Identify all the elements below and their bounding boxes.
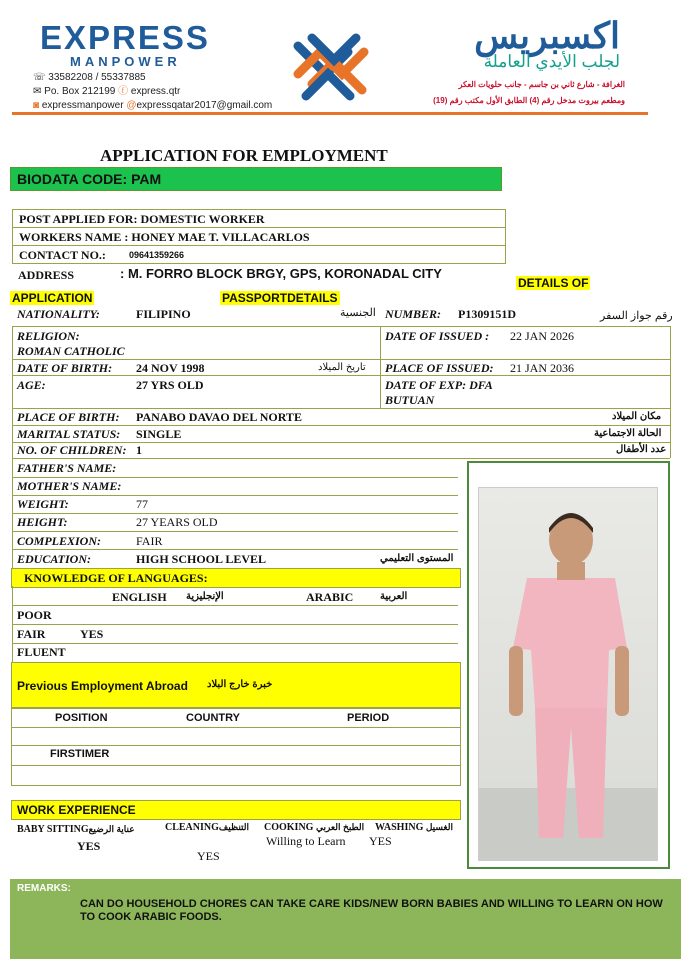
row-rule [12,513,458,514]
baby-sitting-value: YES [77,839,101,853]
fluent-label: FLUENT [17,645,66,659]
cleaning-ar: التنظيف [218,822,249,832]
age-label: AGE: [17,378,46,392]
place-issued-label: PLACE OF ISSUED: [385,361,494,375]
nationality-label: NATIONALITY: [17,307,100,321]
row-rule [12,495,458,496]
row-rule [12,727,460,728]
cleaning-value: YES [197,849,220,863]
mail-icon: ✉ [33,86,45,97]
contact-block [33,71,272,113]
instagram: expressmanpower [41,100,124,111]
row-rule [12,624,458,625]
brand-name: EXPRESS [40,19,210,56]
col-rule [380,326,381,408]
application-label: APPLICATION [12,291,93,305]
date-exp-label: DATE OF EXP: DFA [385,378,493,392]
country-header: COUNTRY [186,712,240,724]
pobox-line [33,85,272,99]
phones-line [33,71,272,85]
post-applied-box [12,209,506,227]
contact-label: CONTACT NO.: [19,248,106,262]
knot-logo-icon [288,24,372,106]
languages-title: KNOWLEDGE OF LANGUAGES: [24,571,208,585]
weight-label: WEIGHT: [17,497,69,511]
row-rule [12,745,460,746]
col-rule [670,326,671,458]
baby-sitting-ar: عناية الرضيع [88,824,135,834]
pob-ar: مكان الميلاد [612,411,662,422]
row-rule [12,477,458,478]
religion-value: ROMAN CATHOLIC [17,344,125,358]
children-value: 1 [136,443,142,457]
row-rule [12,605,458,606]
contact-value: 09641359266 [129,250,185,260]
address-value: : M. FORRO BLOCK BRGY, GPS, KORONADAL CITY [120,266,442,281]
height-value: 27 YEARS OLD [136,515,218,529]
details-of-label: DETAILS OF [518,276,589,290]
po-box: Po. Box 212199 [44,86,116,97]
dob-ar: تاريخ الميلاد [318,362,366,373]
washing-value: YES [369,834,392,848]
previous-title: Previous Employment Abroad [17,679,188,693]
facebook-icon: ⓕ [118,86,129,97]
address-label: ADDRESS [18,268,75,282]
facebook: express.qtr [130,86,181,97]
applicant-photo-frame [467,461,670,869]
row-rule [12,425,670,426]
row-rule [12,531,458,532]
work-experience-bar [11,800,461,820]
arabic-address-1: الغرافة - شارع ثاني بن جاسم - جانب حلويات العكر [458,80,625,89]
work-title: WORK EXPERIENCE [17,803,136,817]
remarks-label: REMARKS: [17,883,71,894]
row-rule [12,458,670,459]
complexion-label: COMPLEXION: [17,534,102,548]
first-timer: FIRSTIMER [50,748,110,760]
arabic-name: اكسبريس [474,15,620,56]
washing-ar: الغسيل [425,822,454,832]
row-rule [12,359,670,360]
number-label: NUMBER: [385,307,442,321]
row-rule [12,765,460,766]
complexion-value: FAIR [136,534,163,548]
position-header: POSITION [55,712,108,724]
biodata-code-bar [10,167,502,191]
arabic-sub: لجلب الأيدي العاملة [483,52,620,71]
baby-sitting-label [17,824,135,835]
remarks-panel [10,879,681,959]
header-rule [12,112,648,115]
phones: 33582208 / 55337885 [48,72,146,83]
period-header: PERIOD [347,712,390,724]
row-rule [12,643,458,644]
workers-name-box [12,227,506,246]
cooking: COOKING [264,822,314,833]
instagram-icon: ◙ [33,100,42,111]
email: expressqatar2017@gmail.com [136,100,273,111]
date-issued-label: DATE OF ISSUED : [385,329,490,343]
row-rule [12,408,670,409]
mother-label: MOTHER'S NAME: [17,479,122,493]
row-rule [12,549,458,550]
age-value: 27 YRS OLD [136,378,204,392]
fair-label: FAIR [17,627,46,641]
previous-title-ar: خبرة خارج البلاد [207,679,273,690]
height-label: HEIGHT: [17,515,68,529]
cooking-label [264,822,364,833]
nationality-ar: الجنسية [340,307,376,319]
col-rule [12,586,13,662]
father-label: FATHER'S NAME: [17,461,117,475]
place-issued-value: 21 JAN 2036 [510,361,575,375]
cooking-ar: الطبخ العربي [315,822,365,832]
pob-label: PLACE OF BIRTH: [17,410,120,424]
nationality-value: FILIPINO [136,307,191,321]
previous-employment-bar [11,662,461,708]
number-ar: رقم جواز السفر [600,310,673,322]
pob-value: PANABO DAVAO DEL NORTE [136,410,302,424]
education-ar: المستوى التعليمي [380,553,454,564]
education-value: HIGH SCHOOL LEVEL [136,552,267,566]
at-icon: @ [126,100,137,111]
person-silhouette-icon [479,488,657,860]
workers-name: WORKERS NAME : HONEY MAE T. VILLACARLOS [19,230,310,244]
remarks-text: CAN DO HOUSEHOLD CHORES CAN TAKE CARE KIDS/NEW BORN BABIES AND WILLING TO LEARN ON HOW TO COOK ARABIC FOODS. [80,898,663,923]
date-exp-value: BUTUAN [385,393,435,407]
marital-ar: الحالة الاجتماعية [594,428,662,439]
page-title: APPLICATION FOR EMPLOYMENT [100,146,388,165]
washing: WASHING [375,822,424,833]
arabic-label: ARABIC [306,590,354,604]
dob-label: DATE OF BIRTH: [17,361,113,375]
fair-value: YES [80,627,104,641]
baby-sitting: BABY SITTING [17,824,89,835]
education-label: EDUCATION: [17,552,92,566]
children-label: NO. OF CHILDREN: [17,443,127,457]
children-ar: عدد الأطفال [616,444,667,455]
contact-box [12,245,506,264]
col-rule [12,326,13,568]
cooking-value: Willing to Learn [266,834,346,848]
washing-label [375,822,453,833]
english-label: ENGLISH [112,590,167,604]
languages-bar [11,568,461,588]
poor-label: POOR [17,608,52,622]
cleaning-label [165,822,249,833]
number-value: P1309151D [458,307,516,321]
arabic-address-2: ومطعم بيروت مدخل رقم (4) الطابق الأول مكتب رقم (19) [433,96,625,105]
biodata-code: BIODATA CODE: PAM [17,171,162,187]
post-applied: POST APPLIED FOR: DOMESTIC WORKER [19,212,265,226]
marital-value: SINGLE [136,427,182,441]
brand-sub: MANPOWER [70,54,181,69]
dob-value: 24 NOV 1998 [136,361,205,375]
date-issued-value: 22 JAN 2026 [510,329,575,343]
religion-label: RELIGION: [17,329,80,343]
social-line [33,99,272,113]
passport-details-label: PASSPORTDETAILS [222,291,338,305]
english-ar: الإنجليزية [186,591,224,602]
weight-value: 77 [136,497,148,511]
row-rule [12,326,670,327]
arabic-ar: العربية [380,591,408,602]
applicant-photo [478,487,658,861]
cleaning: CLEANING [165,822,219,833]
marital-label: MARITAL STATUS: [17,427,121,441]
phone-icon: ☏ [33,72,49,83]
